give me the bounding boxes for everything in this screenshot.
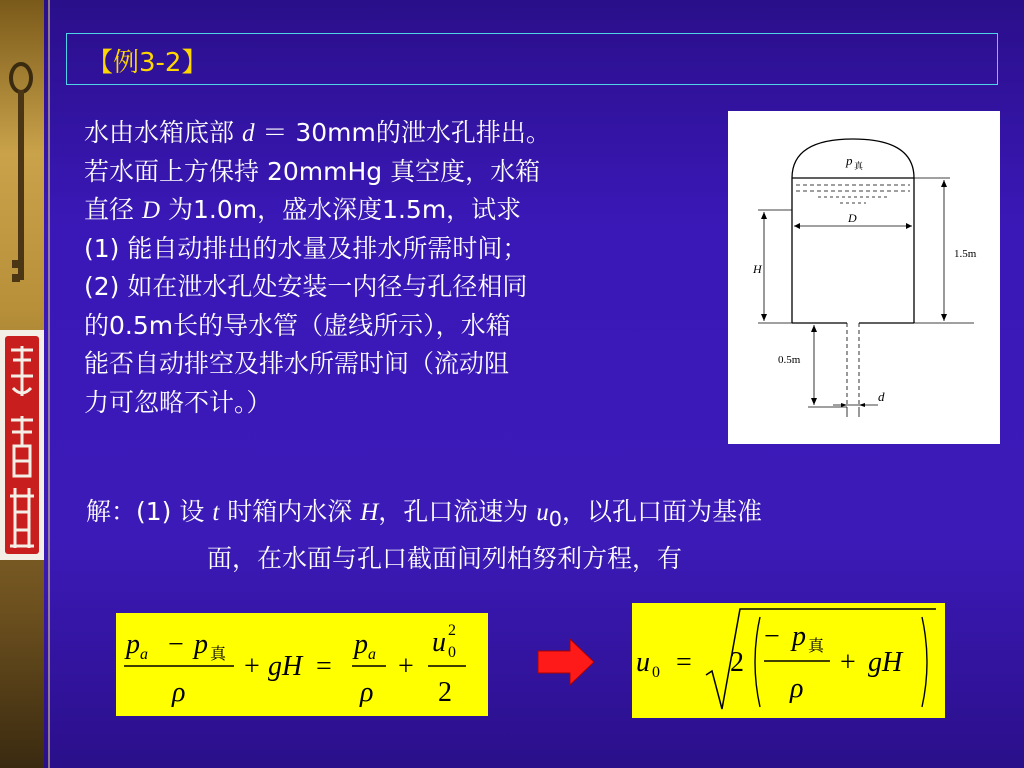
text-segment: 水由水箱底部 [84, 118, 242, 147]
problem-line-8: 力可忽略不计。） [84, 387, 272, 417]
problem-line-4: (1) 能自动排出的水量及排水所需时间； [84, 233, 528, 263]
symbol-d: d [241, 120, 255, 147]
text-segment: ＝ 30mm的泄水孔排出。 [254, 118, 551, 147]
eq2-rho: ρ [790, 673, 804, 704]
label-1-5m: 1.5m [954, 248, 977, 260]
solution-line-1 [86, 492, 762, 539]
text-segment: ，孔口流速为 [378, 497, 537, 526]
solution-label: 解： [86, 497, 137, 526]
seal-glyphs [5, 336, 39, 554]
label-d: d [878, 389, 885, 404]
problem-line-7: 能否自动排空及排水所需时间（流动阻 [84, 349, 510, 378]
eq1-sub0: 0 [448, 644, 456, 661]
eq2-u: u [636, 647, 650, 678]
subscript-0: 0 [548, 507, 562, 531]
label-p: p [846, 153, 853, 168]
eq2-two: 2 [730, 647, 744, 678]
symbol-t: t [212, 499, 220, 526]
eq1-a2: a [368, 646, 376, 663]
solution-text [86, 492, 762, 579]
left-divider-line [48, 0, 50, 768]
eq2-minus: − [764, 621, 780, 652]
eq2-zhen: 真 [808, 638, 825, 655]
problem-line-5: (2) 如在泄水孔处安装一内径与孔径相同 [84, 272, 528, 301]
text-segment: 时箱内水深 [219, 497, 361, 526]
eq1-rho: ρ [172, 677, 186, 708]
eq2-right-paren [922, 617, 927, 707]
eq1-rho2: ρ [360, 677, 374, 708]
eq1-u: u [432, 627, 446, 658]
eq2-equals: = [676, 647, 692, 678]
eq1-a: a [140, 646, 148, 663]
eq1-minus: − [168, 629, 184, 660]
eq2-gH: gH [868, 647, 903, 678]
eq1-p: p [126, 629, 140, 660]
label-H: H [753, 262, 762, 276]
symbol-H: H [360, 499, 379, 526]
antique-key-icon [6, 60, 36, 300]
velocity-equation [632, 603, 945, 718]
problem-line-2: 若水面上方保持 20mmHg 真空度，水箱 [84, 156, 541, 186]
problem-line-6: 的0.5m长的导水管（虚线所示），水箱 [84, 310, 511, 340]
eq1-plus1: + [244, 651, 260, 682]
eq2-p: p [792, 621, 806, 652]
tank-dome [792, 139, 914, 178]
eq1-sup2: 2 [448, 622, 456, 639]
eq2-left-paren [755, 617, 760, 707]
left-decoration-strip [0, 0, 44, 768]
eq1-p2: p [194, 629, 208, 660]
symbol-u: u [536, 499, 549, 526]
text-segment: 为1.0m，盛水深度1.5m，试求 [160, 195, 522, 224]
solution-line-2: 面，在水面与孔口截面间列柏努利方程，有 [207, 544, 683, 573]
bernoulli-equation [116, 613, 488, 716]
symbol-D: D [141, 197, 161, 224]
text-segment: (1) 设 [136, 497, 213, 526]
eq2-plus: + [840, 647, 856, 678]
label-p-sub: 真 [854, 161, 864, 171]
problem-statement [84, 114, 704, 422]
title-box [66, 33, 998, 85]
eq1-zhen: 真 [210, 646, 227, 663]
problem-line-3 [84, 191, 704, 230]
right-arrow-icon [536, 637, 596, 687]
eq2-sub0: 0 [652, 664, 660, 681]
text-segment: ，以孔口面为基准 [561, 497, 762, 526]
problem-line-1 [84, 114, 704, 153]
tank-diagram [728, 111, 1000, 444]
label-D: D [848, 211, 857, 225]
eq1-two: 2 [438, 677, 452, 708]
example-title: 【例3-2】 [87, 48, 208, 78]
label-0-5m: 0.5m [778, 354, 801, 366]
eq1-pa2: p [354, 629, 368, 660]
tank-diagram-svg [728, 111, 1000, 444]
text-segment: 直径 [84, 195, 142, 224]
eq1-equals: = [316, 651, 332, 682]
eq1-gH: gH [268, 651, 303, 682]
eq1-plus2: + [398, 651, 414, 682]
red-seal-stamp [0, 330, 44, 560]
